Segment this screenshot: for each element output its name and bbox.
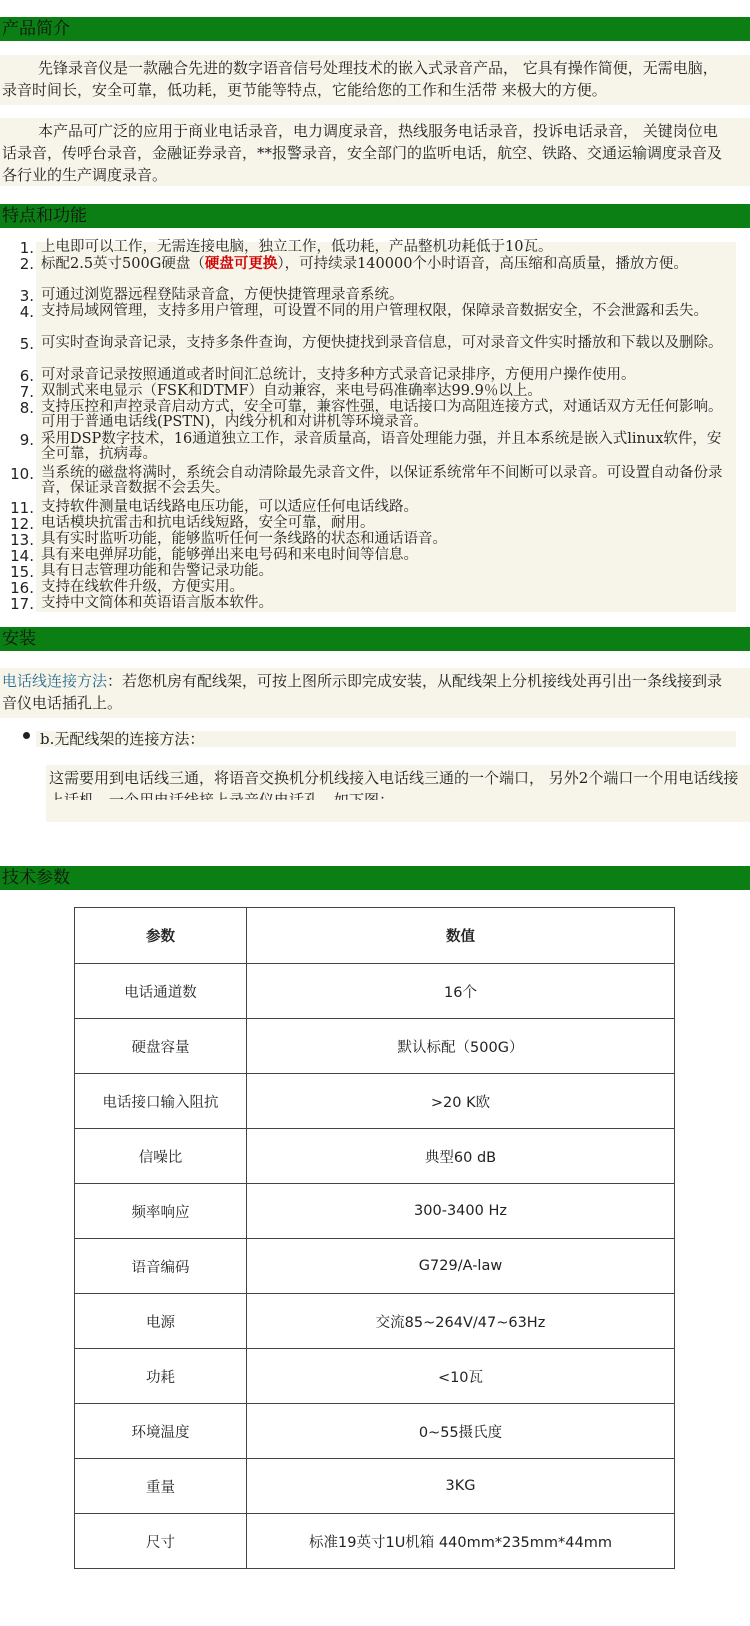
section-title-features: 特点和功能 — [2, 206, 87, 226]
table-row — [75, 1349, 675, 1404]
param-cell: 语音编码 — [75, 1239, 247, 1294]
value-cell: <10瓦 — [247, 1349, 675, 1404]
highlight-text: 硬盘可更换 — [204, 255, 278, 272]
table-row — [75, 1184, 675, 1239]
section-title-install: 安装 — [2, 629, 36, 649]
table-row — [75, 1294, 675, 1349]
value-cell: 3KG — [247, 1459, 675, 1514]
section-title-intro: 产品简介 — [2, 19, 70, 39]
table-row — [75, 1404, 675, 1459]
value-cell: 16个 — [247, 964, 675, 1019]
table-header-row — [75, 908, 675, 964]
table-row — [75, 1239, 675, 1294]
table-row — [75, 964, 675, 1019]
value-cell: 标准19英寸1U机箱 440mm*235mm*44mm — [247, 1514, 675, 1569]
section-bar-intro — [0, 17, 750, 41]
bullet-dot-icon — [23, 732, 30, 739]
param-cell: 硬盘容量 — [75, 1019, 247, 1074]
section-bar-features — [0, 204, 750, 228]
table-row — [75, 1074, 675, 1129]
intro-paragraph-1: 先锋录音仪是一款融合先进的数字语音信号处理技术的嵌入式录音产品， 它具有操作简便，无需电脑，录音时间长，安全可靠，低功耗，更节能等特点，它能给您的工作和生活带 来极大的方便。 — [2, 59, 718, 99]
connection-method-link[interactable]: 电话线连接方法 — [2, 672, 108, 690]
section-title-specs: 技术参数 — [2, 868, 70, 888]
table-header-cell: 数值 — [247, 908, 675, 964]
spec-table — [74, 907, 675, 1569]
value-cell: >20 K欧 — [247, 1074, 675, 1129]
image-placeholder-bg — [46, 800, 750, 822]
param-cell: 频率响应 — [75, 1184, 247, 1239]
param-cell: 重量 — [75, 1459, 247, 1514]
param-cell: 电话接口输入阻抗 — [75, 1074, 247, 1129]
value-cell: G729/A-law — [247, 1239, 675, 1294]
intro-paragraph-2: 本产品可广泛的应用于商业电话录音，电力调度录音，热线服务电话录音，投诉电话录音， 关键岗位电话录音，传呼台录音，金融证券录音，**报警录音，安全部门的监听电话，航空、铁路、交通运输调度录音及各行业的生产调度录音。 — [2, 122, 723, 184]
install-paragraph-2: 这需要用到电话线三通，将语音交换机分机线接入电话线三通的一个端口， 另外2个端口一个用电话线接 — [49, 769, 739, 787]
bullet-no-frame-method: b.无配线架的连接方法： — [40, 730, 205, 748]
table-header-cell: 参数 — [75, 908, 247, 964]
install-paragraph-1: 电话线连接方法：若您机房有配线架，可按上图所示即完成安装，从配线架上分机接线处再引出一条线接到录音仪电话插孔上。 — [2, 672, 723, 712]
section-bar-specs — [0, 866, 750, 890]
param-cell: 电话通道数 — [75, 964, 247, 1019]
value-cell: 典型60 dB — [247, 1129, 675, 1184]
param-cell: 尺寸 — [75, 1514, 247, 1569]
param-cell: 信噪比 — [75, 1129, 247, 1184]
table-row — [75, 1514, 675, 1569]
param-cell: 功耗 — [75, 1349, 247, 1404]
value-cell: 交流85~264V/47~63Hz — [247, 1294, 675, 1349]
table-row — [75, 1019, 675, 1074]
table-row — [75, 1129, 675, 1184]
param-cell: 电源 — [75, 1294, 247, 1349]
table-row — [75, 1459, 675, 1514]
value-cell: 默认标配（500G） — [247, 1019, 675, 1074]
section-bar-install — [0, 627, 750, 651]
value-cell: 300-3400 Hz — [247, 1184, 675, 1239]
value-cell: 0~55摄氏度 — [247, 1404, 675, 1459]
param-cell: 环境温度 — [75, 1404, 247, 1459]
